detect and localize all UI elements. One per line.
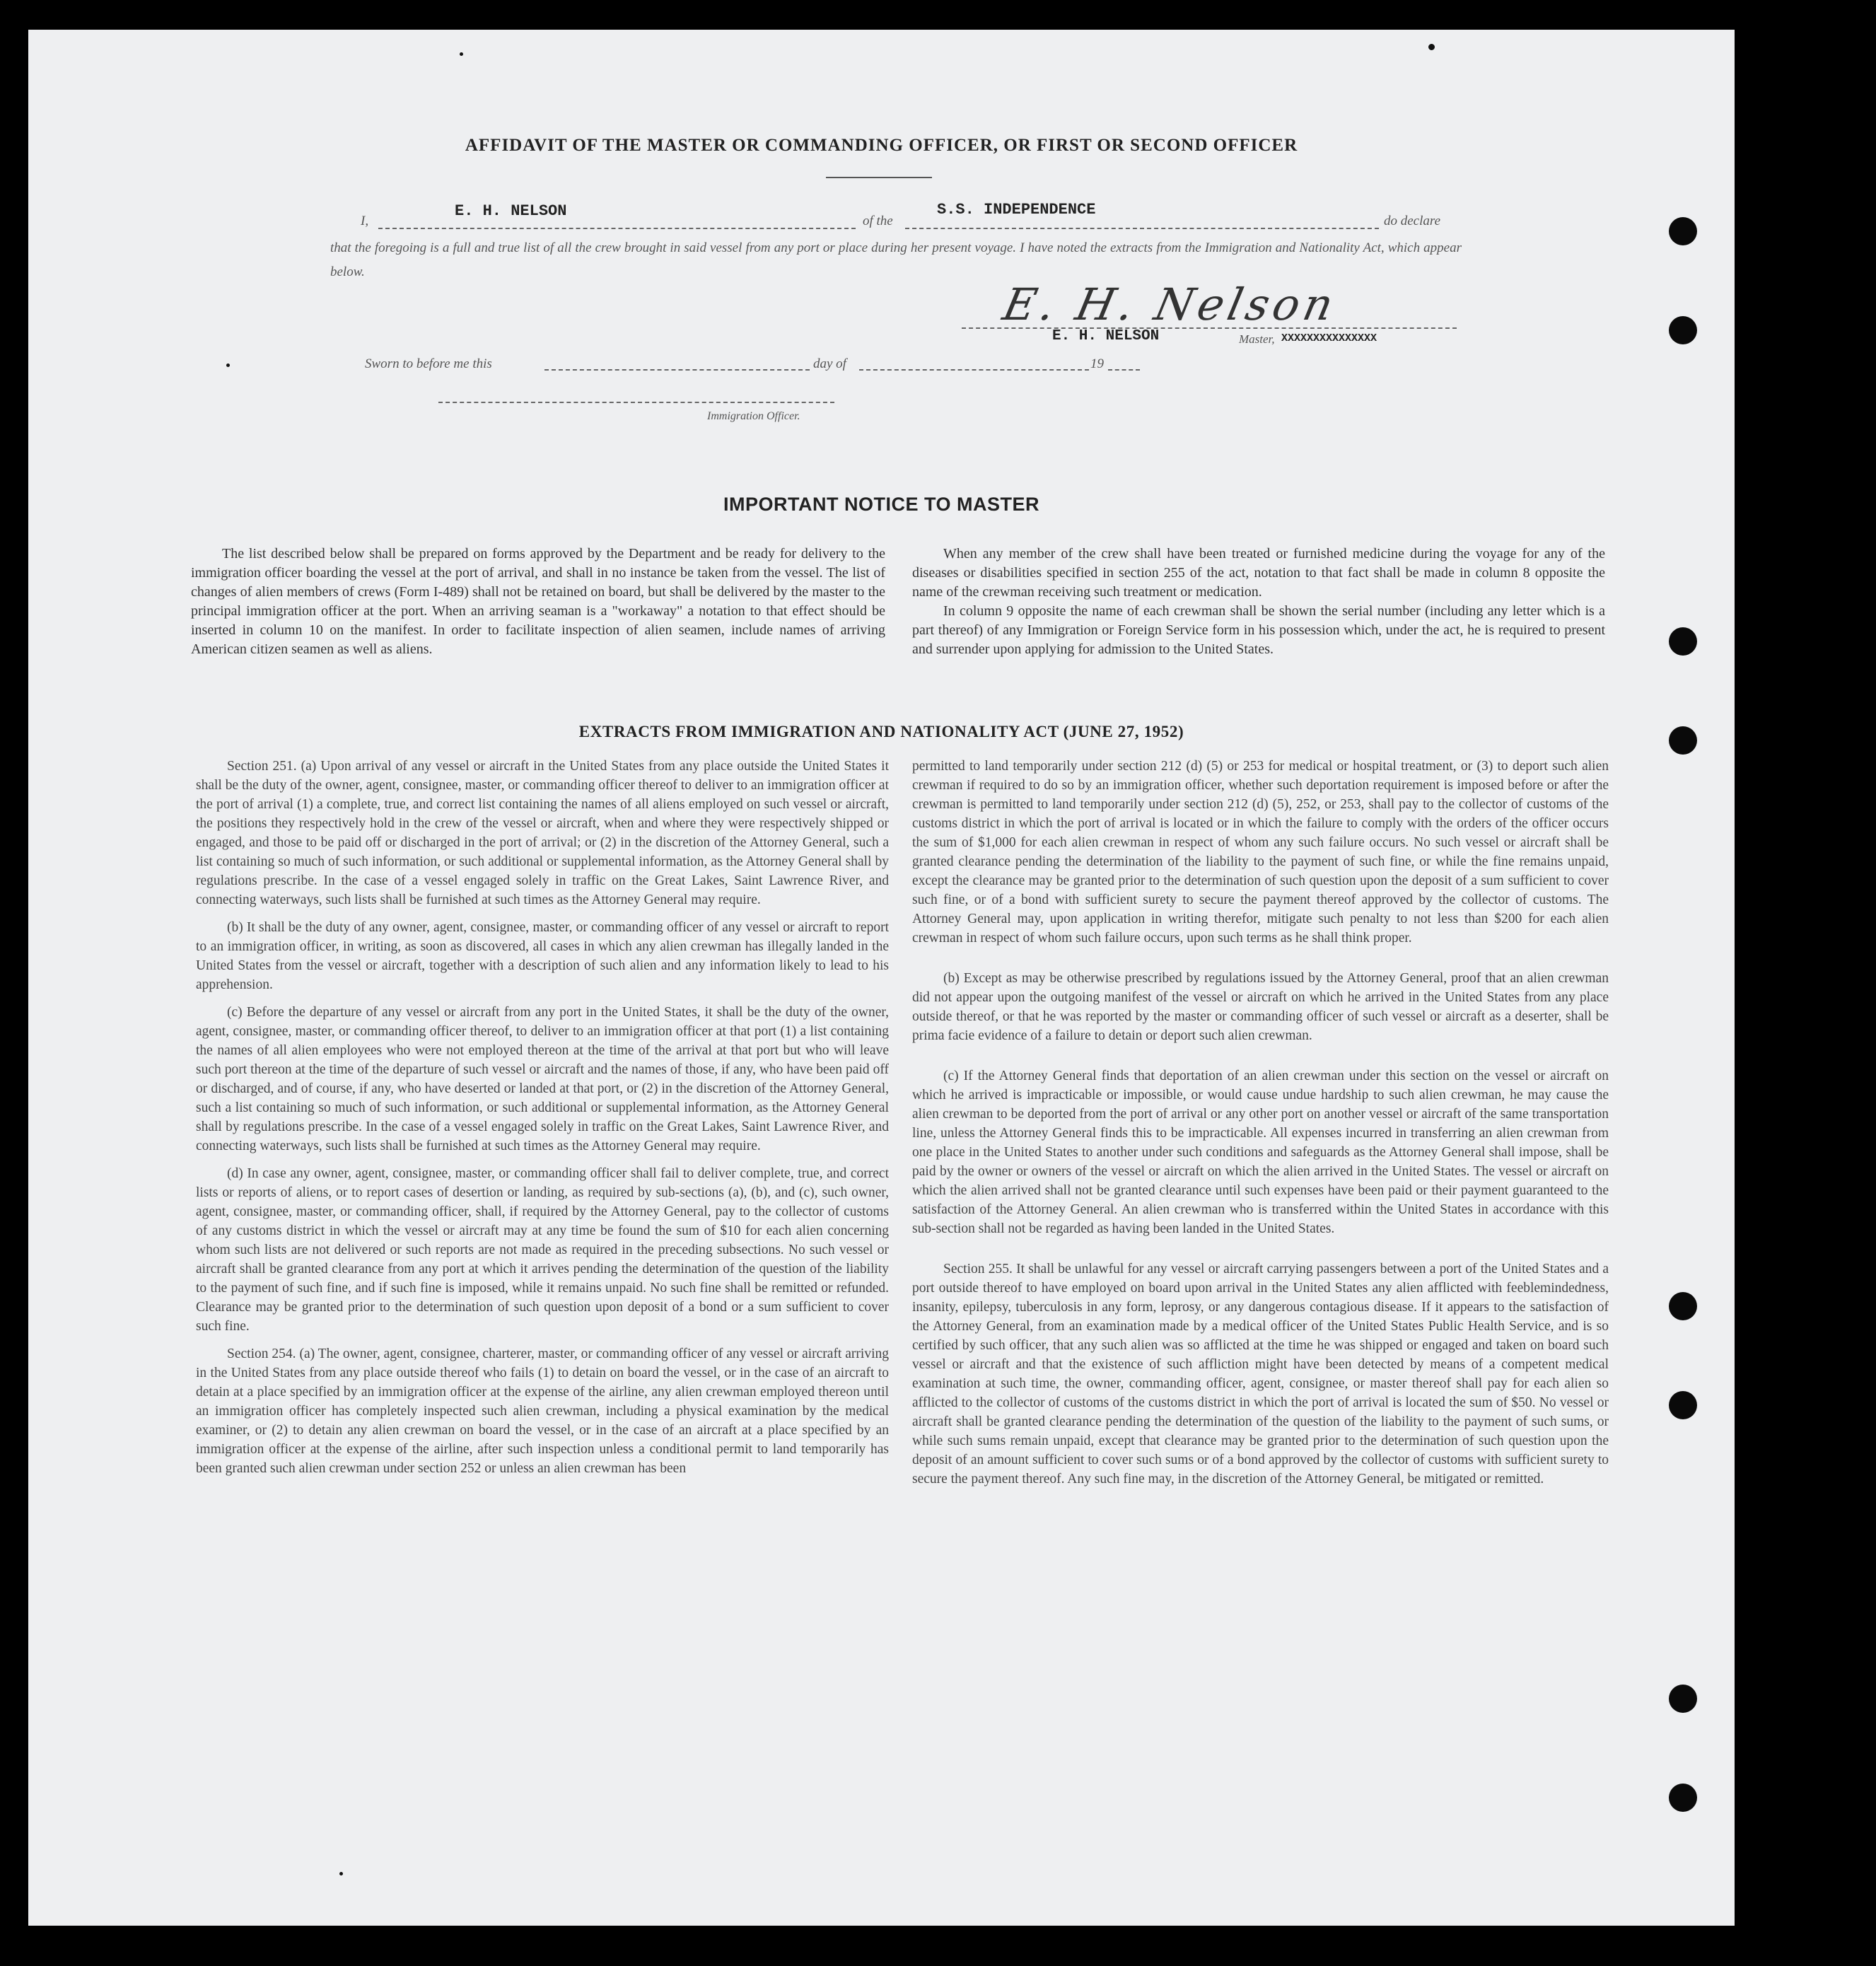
affidavit-statement: that the foregoing is a full and true list of all the crew brought in said vessel from any port or place during her present voyage. I have noted the extracts from the Immigration and Nationality Act, which appear below. [330, 240, 1462, 279]
notice-right-column [912, 545, 1605, 668]
binder-hole [1669, 1391, 1697, 1419]
signer-title: Master, [1239, 332, 1275, 346]
extracts-right-column [912, 757, 1609, 1497]
vessel-line [905, 221, 1379, 229]
do-declare-label: do declare [1384, 214, 1441, 228]
scan-speck [460, 52, 463, 56]
title-rule [826, 177, 932, 178]
section-251c: (c) Before the departure of any vessel or aircraft from any port in the United States, it shall be the duty of the owner, agent, consignee, master, or commanding officer thereof, to deliver to an immigration officer at that port (1) a list containing the names of all alien employees who were not employed thereon at the time of the arrival at that port but who will leave such port thereon at the time of the departure of such vessel or aircraft and the names of those, if any, who have been paid off or discharged, and of course, if any, who have deserted or landed at that port, or (2) in the discretion of the Attorney General, such a list containing so much of such information, or such additional or supplemental information, as the Attorney General shall by regulations prescribe. In the case of a vessel engaged solely in traffic on the Great Lakes, Saint Lawrence River, and connecting waterways, such lists shall be furnished at such times as the Attorney General may require. [196, 1005, 889, 1153]
notice-left-paragraph [191, 545, 885, 668]
declarant-prefix: I, [361, 214, 369, 228]
of-the-label: of the [863, 214, 893, 228]
binder-hole [1669, 726, 1697, 755]
year-prefix: 19 [1090, 356, 1104, 371]
document-page [28, 30, 1735, 1926]
section-254a-cont: permitted to land temporarily under section 212 (d) (5) or 253 for medical or hospital treatment, or (3) to deport such alien crewman if required to do so by an immigration officer, whether such deportation requirement is imposed before or after the crewman is permitted to land temporarily under section 212 (d) (5), 252, or 253, shall pay to the collector of customs of the customs district in which the port of arrival is located or in which the failure to comply with the orders of the officer occurs the sum of $1,000 for each alien crewman in respect of whom any such failure occurs. No such vessel or aircraft shall be granted clearance pending the determination of the liability to the payment of such fine, or while the fine remains unpaid, except the clearance may be granted prior to the determination of such question upon the deposit of a sum sufficient to cover such fine, or of a bond with sufficient surety to secure the payment thereof approved by the collector of customs. The Attorney General may, upon application in writing therefor, mitigate such penalty to not less than $200 for each alien crewman in respect of whom such failure occurs, upon such terms as he shall think proper. [912, 759, 1609, 946]
extracts-left-column [196, 757, 889, 1487]
scan-speck [339, 1872, 343, 1875]
section-251d: (d) In case any owner, agent, consignee, master, or commanding officer shall fail to deliver complete, true, and correct lists or reports of aliens, or to report cases of desertion or landing, as required by sub-sections (a), (b), and (c), such owner, agent, consignee, master, or commanding officer, shall, if required by the Attorney General, pay to the collector of customs of any customs district in which the vessel or aircraft may at any time be found the sum of $10 for each alien concerning whom such lists are not delivered or such reports are not made as required in the preceding subsections. No such vessel or aircraft shall be granted clearance from any port at which it arrives pending the determination of the question of the liability to the payment of such fine, and if such fine is imposed, while it remains unpaid. No such fine shall be remitted or refunded. Clearance may be granted prior to the determination of such question upon deposit of a bond or a sum sufficient to cover such fine. [196, 1166, 889, 1334]
section-251b: (b) It shall be the duty of any owner, agent, consignee, master, or commanding officer of any vessel or aircraft to report to an immigration officer, in writing, as soon as discovered, all cases in which any alien crewman has illegally landed in the United States from the vessel or aircraft, together with a description of such alien and any information likely to lead to his apprehension. [196, 920, 889, 992]
binder-hole [1669, 1292, 1697, 1320]
declarant-line [378, 221, 856, 229]
sworn-date-line [544, 363, 810, 371]
section-254b: (b) Except as may be otherwise prescribed by regulations issued by the Attorney General, proof that an alien crewman did not appear upon the outgoing manifest of the vessel or aircraft on which he arrived in the United States from any place outside thereof, or that he was reported by the master or commanding officer of such vessel or aircraft as a deserter, shall be prima facie evidence of a failure to detain or deport such alien crewman. [912, 971, 1609, 1043]
year-line [1108, 363, 1140, 371]
signature-line [962, 325, 1457, 329]
section-255: Section 255. It shall be unlawful for any vessel or aircraft carrying passengers between a port of the United States and a port outside thereof to have employed on board upon arrival in the United States any alien afflicted with feeblemindedness, insanity, epilepsy, tuberculosis in any form, leprosy, or any dangerous contagious disease. If it appears to the satisfaction of the Attorney General, from an examination made by a medical officer of the United States Public Health Service, and is so certified by such officer, that any such alien was so afflicted at the time he was shipped or engaged and taken on board such vessel or aircraft and that the existence of such affliction might have been detected by means of a competent medical examination at such time, the owner, commanding officer, agent, consignee, or master thereof shall pay for each alien so afflicted to the collector of customs of the customs district in which the port of arrival is located the sum of $50. No vessel or aircraft shall be granted clearance pending the determination of the question of the liability to the payment of such sums, or while such sums remain unpaid, except that clearance may be granted prior to the determination of such question upon the deposit of an amount sufficient to cover such sums or of a bond approved by the collector of customs with sufficient surety to secure the payment thereof. Any such fine may, in the discretion of the Attorney General, be mitigated or remitted. [912, 1262, 1609, 1487]
signer-name-typed: E. H. NELSON [1052, 328, 1160, 344]
notice-left-text: The list described below shall be prepared on forms approved by the Department and be ready for delivery to the immigration officer boarding the vessel at the port of arrival, and shall in no instance be taken from the vessel. The list of changes of alien members of crews (Form I-489) shall not be retained on board, but shall be delivered by the master to the principal immigration officer at the port. When an arriving seaman is a "workaway" a notation to that effect should be inserted in column 10 on the manifest. In order to facilitate inspection of alien seamen, include names of arriving American citizen seamen as well as aliens. [191, 546, 885, 657]
binder-hole [1669, 1685, 1697, 1713]
vessel-name: S.S. INDEPENDENCE [937, 201, 1096, 219]
affidavit-title: AFFIDAVIT OF THE MASTER OR COMMANDING OFFICER, OR FIRST OR SECOND OFFICER [465, 136, 1298, 155]
binder-hole [1669, 217, 1697, 245]
notice-title: IMPORTANT NOTICE TO MASTER [723, 494, 1039, 515]
section-251a: Section 251. (a) Upon arrival of any vessel or aircraft in the United States from any place outside the United States it shall be the duty of the owner, agent, consignee, master, or commanding officer thereof to deliver to an immigration officer at the port of arrival (1) a complete, true, and correct list containing the names of all aliens employed on such vessel or aircraft, the positions they respectively hold in the crew of the vessel or aircraft, when and where they were respectively shipped or engaged, and those to be paid off or discharged in the port of arrival; or (2) in the discretion of the Attorney General, such a list containing so much of such information, or such additional or supplemental information, as the Attorney General shall by regulations prescribe. In the case of a vessel engaged solely in traffic on the Great Lakes, Saint Lawrence River, and connecting waterways, such lists shall be furnished at such times as the Attorney General may require. [196, 759, 889, 907]
extracts-title: EXTRACTS FROM IMMIGRATION AND NATIONALITY ACT (JUNE 27, 1952) [578, 723, 1184, 740]
notice-right-text-2: In column 9 opposite the name of each crewman shall be shown the serial number (including any letter which is a part thereof) of any Immigration or Foreign Service form in his possession which, under the act, he is required to present and surrender upon applying for admission to the United States. [912, 603, 1605, 657]
scan-speck [226, 363, 230, 367]
section-254c: (c) If the Attorney General finds that deportation of an alien crewman under this section on the vessel or aircraft on which he arrived is impracticable or impossible, or would cause undue hardship to such alien crewman, he may cause the alien crewman to be deported from the port of arrival or any other port on another vessel or aircraft of the same transportation line, unless the Attorney General finds this to be impracticable. All expenses incurred in transferring an alien crewman from one place in the United States to another under such conditions and safeguards as the Attorney General shall impose, shall be paid by the owner or owners of the vessel or aircraft on which the alien arrived in the United States. The vessel or aircraft on which the alien arrived shall not be granted clearance until such expenses have been paid or their payment guaranteed to the satisfaction of the Attorney General. An alien crewman who is transferred within the United States in accordance with this sub-section shall not be regarded as having been landed in the United States. [912, 1069, 1609, 1236]
sworn-label: Sworn to before me this [365, 356, 492, 371]
section-254a: Section 254. (a) The owner, agent, consignee, charterer, master, or commanding officer of any vessel or aircraft arriving in the United States from any place outside thereof who fails (1) to detain on board the vessel, or in the case of an aircraft to detain at a place specified by an immigration officer at the expense of the airline, any alien crewman employed thereon until an immigration officer has completely inspected such alien crewman, including a physical examination by the medical examiner, or (2) to detain any alien crewman on board the vessel, or in the case of an aircraft at a place specified by an immigration officer at the expense of the airline, after such inspection unless a conditional permit to land temporarily has been granted such alien crewman under section 252 or unless an alien crewman has been [196, 1346, 889, 1476]
officer-signature-line [438, 399, 834, 403]
notice-right-text-1: When any member of the crew shall have been treated or furnished medicine during the voyage for any of the diseases or disabilities specified in section 255 of the act, notation to that fact shall be made in column 8 opposite the name of the crewman receiving such treatment or medication. [912, 546, 1605, 600]
binder-hole [1669, 1784, 1697, 1812]
binder-hole [1669, 316, 1697, 344]
signature: E. H. Nelson [998, 279, 1342, 330]
binder-hole [1669, 627, 1697, 656]
officer-label: Immigration Officer. [707, 410, 800, 422]
signer-title-struck: XXXXXXXXXXXXXXX [1281, 332, 1377, 344]
scan-speck [1428, 44, 1435, 50]
declarant-name: E. H. NELSON [455, 202, 567, 220]
month-line [859, 363, 1089, 371]
day-of-label: day of [813, 356, 846, 371]
